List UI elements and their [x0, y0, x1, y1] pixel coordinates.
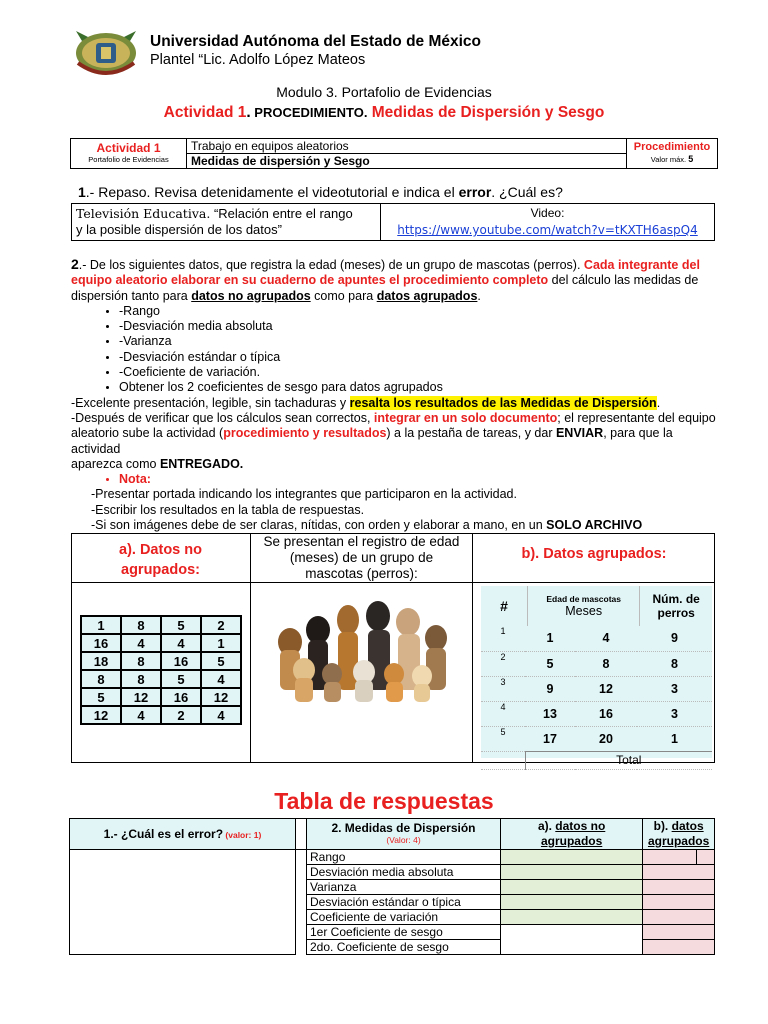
tv-title-b: y la posible dispersión de los datos” — [76, 222, 282, 237]
university-crest — [74, 27, 138, 79]
q1-video-box — [71, 203, 715, 241]
answer-cell-grouped[interactable] — [643, 880, 715, 895]
ungrouped-data-table: 1 8 5 2 16 4 4 1 18 8 16 5 8 8 5 4 5 12 16 12 12 4 2 4 — [80, 615, 242, 725]
note-line: -Escribir los resultados en la tabla de respuestas. — [91, 502, 365, 517]
info-topic: Medidas de dispersión y Sesgo — [187, 154, 627, 169]
answer-cell-ungrouped[interactable] — [501, 865, 643, 880]
answer-cell-ungrouped[interactable] — [501, 895, 643, 910]
tv-title-a: “Relación entre el rango — [210, 206, 353, 221]
measure-label: Coeficiente de variación — [307, 910, 501, 925]
note-line: -Presentar portada indicando los integrantes que participaron en la actividad. — [91, 487, 517, 502]
grouped-header-meses: Meses — [565, 604, 603, 618]
note-line: -Si son imágenes debe de ser claras, nítidas, con orden y elaborar a mano, en un SOLO ARCHIVO — [91, 518, 643, 533]
grouped-header-perros: perros — [657, 606, 695, 620]
info-max-value-label: Valor máx. — [650, 155, 687, 164]
module-title: Modulo 3. Portafolio de Evidencias — [276, 84, 492, 100]
grouped-total-label: Total — [525, 751, 712, 769]
answer-cell-grouped[interactable] — [643, 850, 697, 865]
answer-cell-ungrouped[interactable] — [501, 880, 643, 895]
grouped-data-table: # Edad de mascotas Meses Núm. de perros 1 1 4 9 2 5 8 8 3 9 12 3 4 13 16 3 5 17 20 1 Total — [481, 586, 712, 758]
bullet-item: • -Varianza — [119, 334, 721, 349]
answer-cell-ungrouped[interactable] — [501, 925, 643, 955]
answers-table: 1.- ¿Cuál es el error? (valor: 1) 2. Medidas de Dispersión (Valor: 4) a). datos no agrupados b). datos agrupados Rango Desviación media absoluta Varianza Desviación estándar o típica Coeficiente de variación 1er Coeficiente de sesgo 2do. Coeficiente de sesgo — [69, 818, 715, 955]
q2-instructions: 2.- De los siguientes datos, que registra la edad (meses) de un grupo de mascotas (perros). Cada integrante del equipo aleatorio elaborar en su cuaderno de apuntes el procedimiento completo del cálculo las medidas de dispersión tanto para datos no agrupados como para datos agrupados. • -Rango • -Desviación media absoluta • -Varianza • -Desviación estándar o típica • -Coeficiente de variación. • Obtener los 2 coeficientes de sesgo para datos agrupados -Excelente presentación, legible, sin tachaduras y resalta los resultados de las Medidas de Dispersión. -Después de verificar que los cálculos sean correctos, integrar en un solo documento; el representante del equipo aleatorio sube la actividad (procedimiento y resultados) a la pestaña de tareas, y dar ENVIAR, para que la actividad aparezca como ENTREGADO. • Nota: -Presentar portada indicando los integrantes que participaron en la actividad. -Escribir los resultados en la tabla de respuestas. -Si son imágenes debe de ser claras, nítidas, con orden y elaborar a mano, en un SOLO ARCHIVO — [71, 257, 721, 533]
answer-cell-grouped[interactable] — [643, 895, 715, 910]
answer-cell-ungrouped[interactable] — [501, 850, 643, 865]
answer-cell-grouped[interactable] — [643, 925, 715, 940]
answer-cell-grouped[interactable] — [643, 940, 715, 955]
info-max-value: 5 — [688, 154, 694, 164]
info-work-mode: Trabajo en equipos aleatorios — [187, 139, 627, 154]
answer-cell-grouped[interactable] — [643, 865, 715, 880]
answer-cell-grouped[interactable] — [697, 850, 715, 865]
measure-label: Varianza — [307, 880, 501, 895]
campus-name: Plantel “Lic. Adolfo López Mateos — [150, 52, 366, 68]
bullet-item: • Obtener los 2 coeficientes de sesgo para datos agrupados — [119, 380, 721, 395]
q2-bullet-list — [71, 304, 721, 396]
bullet-item: • -Rango — [119, 304, 721, 319]
bullet-item: • -Desviación media absoluta — [119, 319, 721, 334]
measure-label: 1er Coeficiente de sesgo — [307, 925, 501, 940]
activity-title: Actividad 1. PROCEDIMIENTO. Medidas de Dispersión y Sesgo — [163, 104, 605, 121]
measure-label: 2do. Coeficiente de sesgo — [307, 940, 501, 955]
answer-error-cell[interactable] — [70, 850, 296, 955]
info-activity-label: Actividad 1 — [96, 140, 161, 155]
grouped-header-edad: Edad de mascotas — [546, 594, 621, 604]
info-portfolio-label: Portafolio de Evidencias — [88, 154, 169, 164]
dog-icon — [278, 601, 447, 702]
measure-label: Desviación media absoluta — [307, 865, 501, 880]
measure-label: Rango — [307, 850, 501, 865]
university-name: Universidad Autónoma del Estado de México — [150, 33, 482, 50]
tv-label: Televisión Educativa. — [76, 206, 211, 221]
video-label: Video: — [530, 206, 565, 220]
note-label: • Nota: — [119, 472, 721, 487]
info-procedure-label: Procedimiento — [633, 141, 711, 153]
answers-title: Tabla de respuestas — [274, 788, 494, 814]
measure-label: Desviación estándar o típica — [307, 895, 501, 910]
q1-prompt: 1.- Repaso. Revisa detenidamente el videotutorial e indica el error. ¿Cuál es? — [78, 184, 563, 200]
bullet-item: • -Desviación estándar o típica — [119, 350, 721, 365]
ungrouped-title: a). Datos no agrupados: — [119, 542, 202, 578]
middle-description: Se presentan el registro de edad (meses) de un grupo de mascotas (perros): — [263, 534, 460, 581]
answer-cell-ungrouped[interactable] — [501, 910, 643, 925]
video-link[interactable]: https://www.youtube.com/watch?v=tKXTH6aspQ4 — [397, 223, 698, 237]
bullet-item: • -Coeficiente de variación. — [119, 365, 721, 380]
grouped-header-num: Núm. de — [652, 592, 700, 606]
grouped-title: b). Datos agrupados: — [521, 546, 667, 562]
dogs-illustration — [268, 592, 458, 710]
answer-cell-grouped[interactable] — [643, 910, 715, 925]
activity-info-box — [70, 138, 718, 169]
grouped-header-hash: # — [481, 586, 528, 626]
